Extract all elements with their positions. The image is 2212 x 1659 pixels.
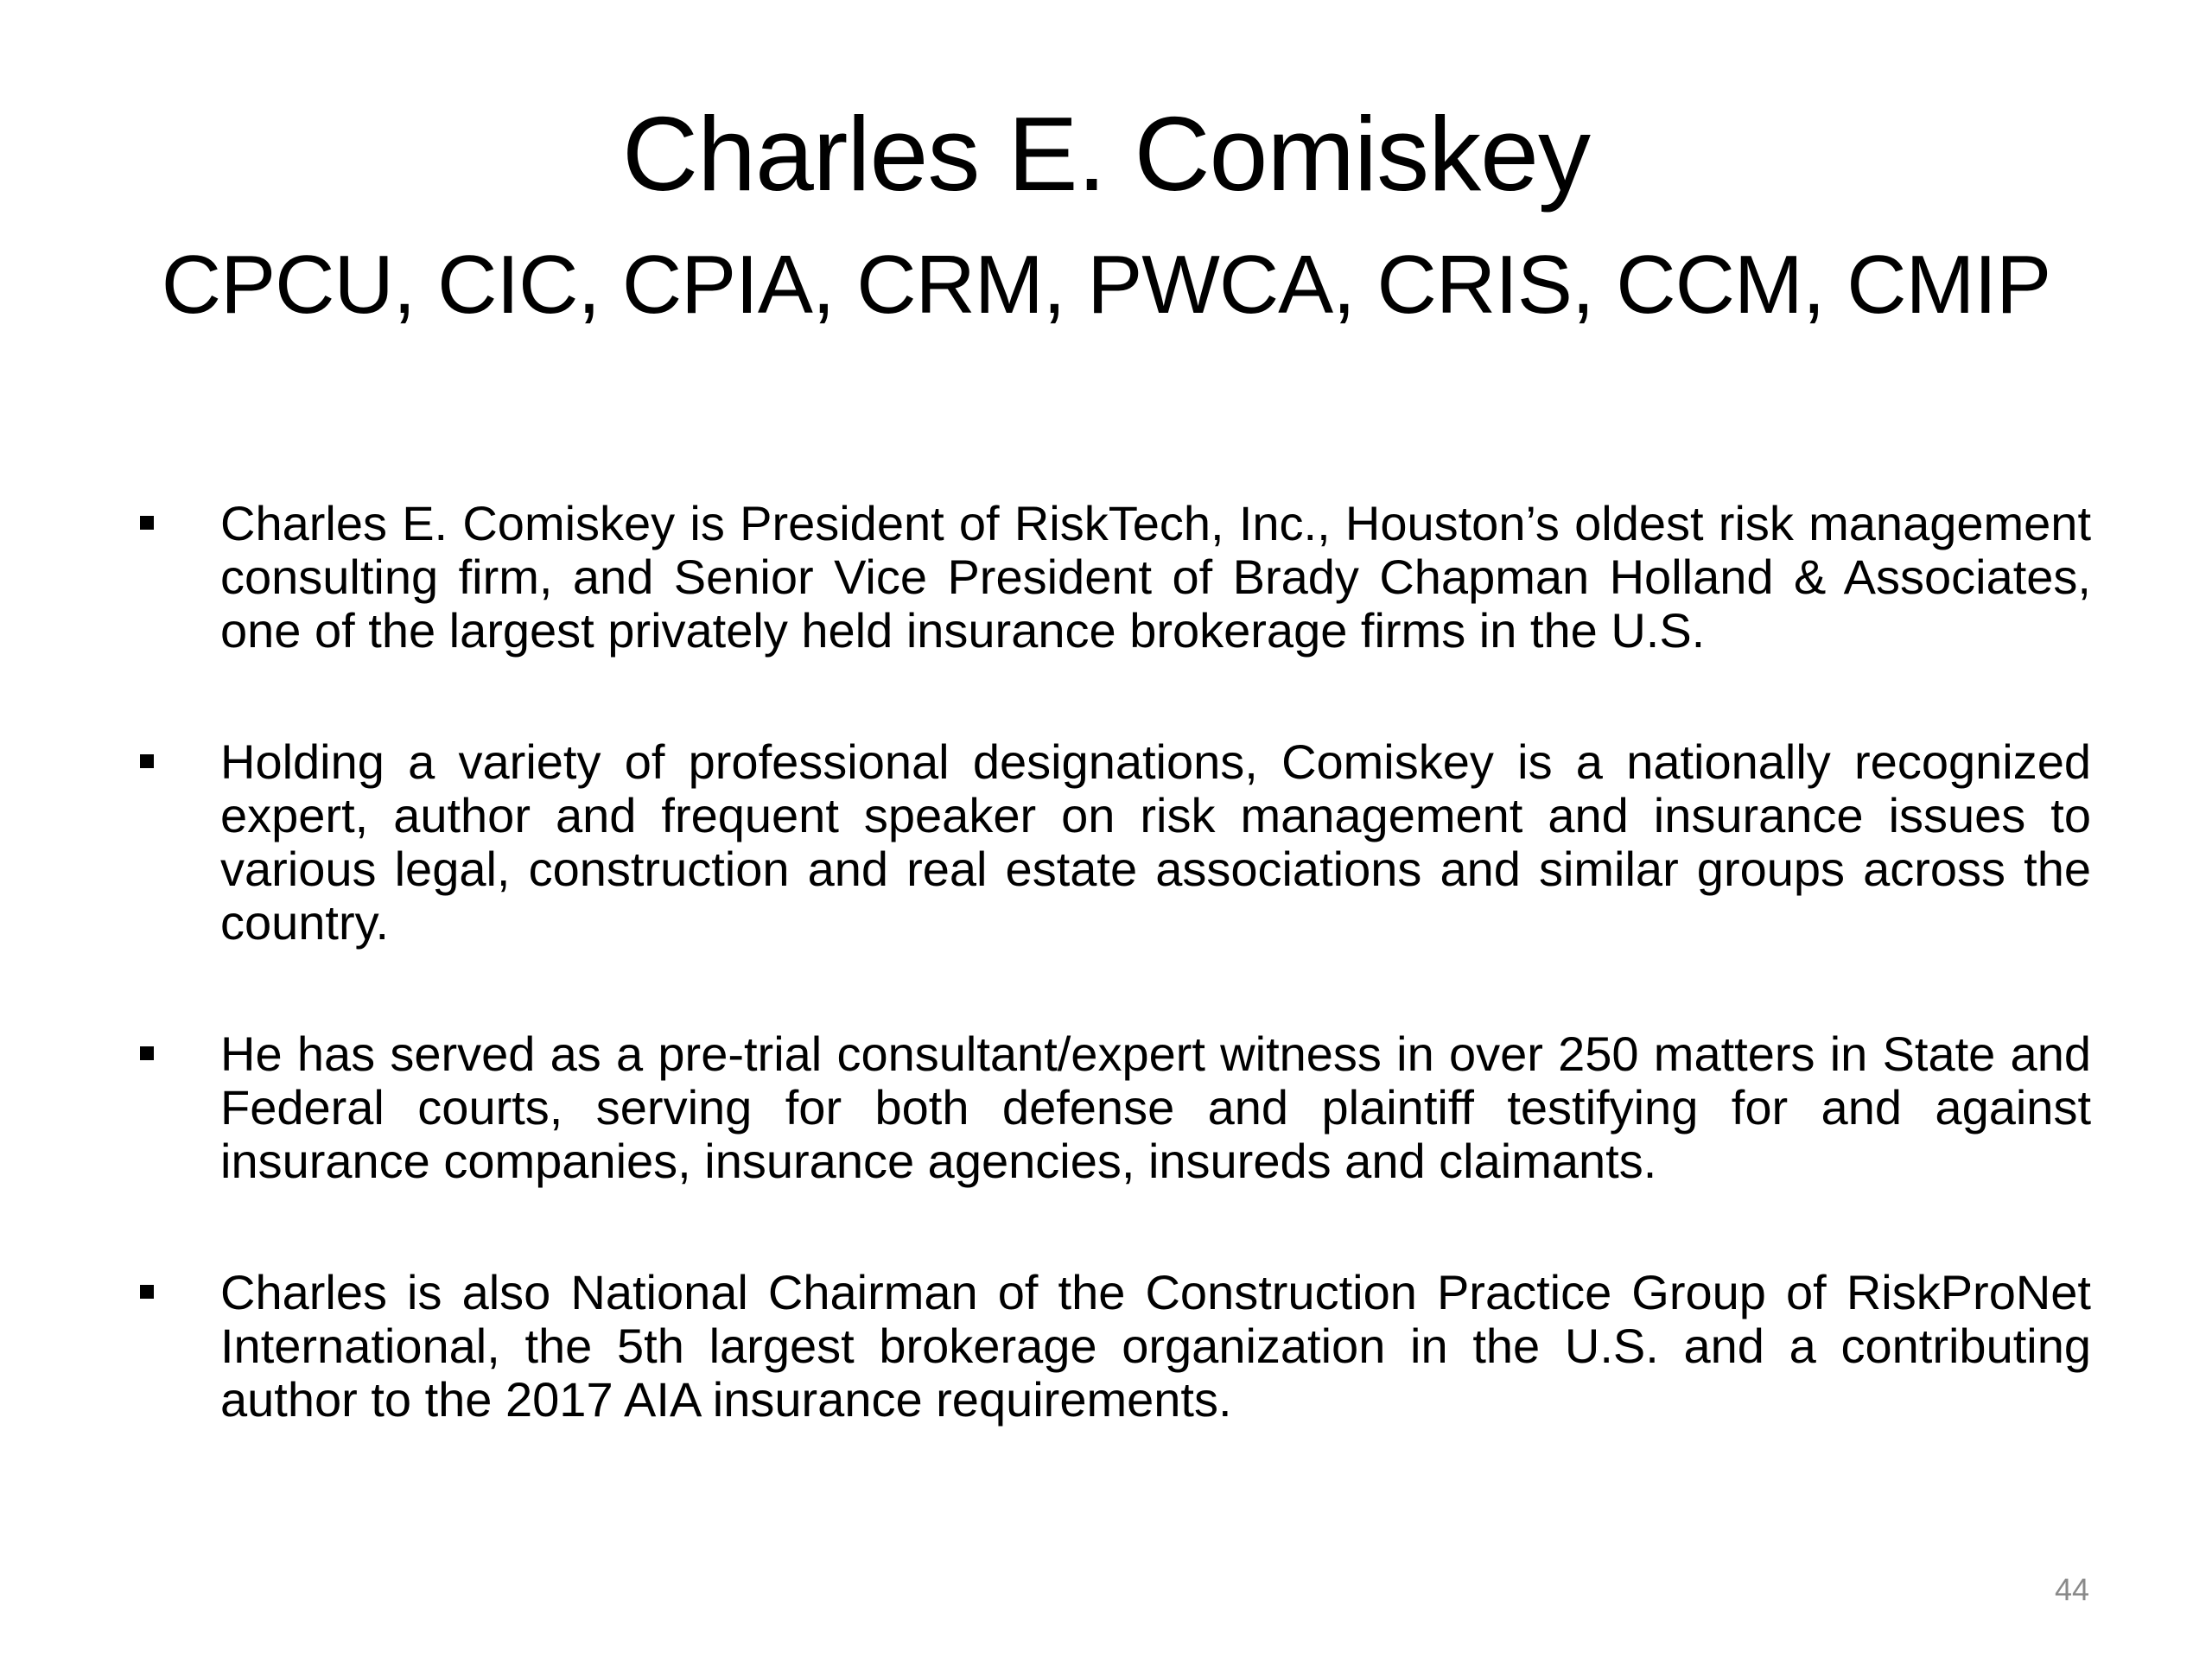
bullet-item [130, 1266, 2091, 1427]
square-bullet-icon [140, 1046, 154, 1060]
slide-title: Charles E. Comiskey [622, 95, 1590, 213]
square-bullet-icon [140, 516, 154, 530]
bullet-list [130, 497, 2091, 1427]
square-bullet-icon [140, 1285, 154, 1299]
bullet-text: Holding a variety of professional designations, Comiskey is a nationally recognized expert, author and frequent speaker on risk management and insurance issues to various legal, construction and real estate associations and similar groups across the country. [220, 734, 2091, 950]
bullet-text: Charles E. Comiskey is President of RiskTech, Inc., Houston’s oldest risk management consulting firm, and Senior Vice President of Brady Chapman Holland & Associates, one of the largest privately held insurance brokerage firms in the U.S. [220, 496, 2091, 658]
bullet-text: Charles is also National Chairman of the Construction Practice Group of RiskProNet International, the 5th largest brokerage organization in the U.S. and a contributing author to the 2017 AIA insurance requirements. [220, 1265, 2091, 1427]
bullet-item [130, 1027, 2091, 1188]
slide-subtitle: CPCU, CIC, CPIA, CRM, PWCA, CRIS, CCM, CMIP [161, 238, 2051, 331]
square-bullet-icon [140, 754, 154, 768]
bullet-text: He has served as a pre-trial consultant/expert witness in over 250 matters in State and Federal courts, serving for both defense and plaintiff testifying for and against insurance companies, insurance agencies, insureds and claimants. [220, 1027, 2091, 1188]
bullet-item [130, 735, 2091, 950]
page-number: 44 [2054, 1572, 2089, 1607]
bullet-item [130, 497, 2091, 658]
